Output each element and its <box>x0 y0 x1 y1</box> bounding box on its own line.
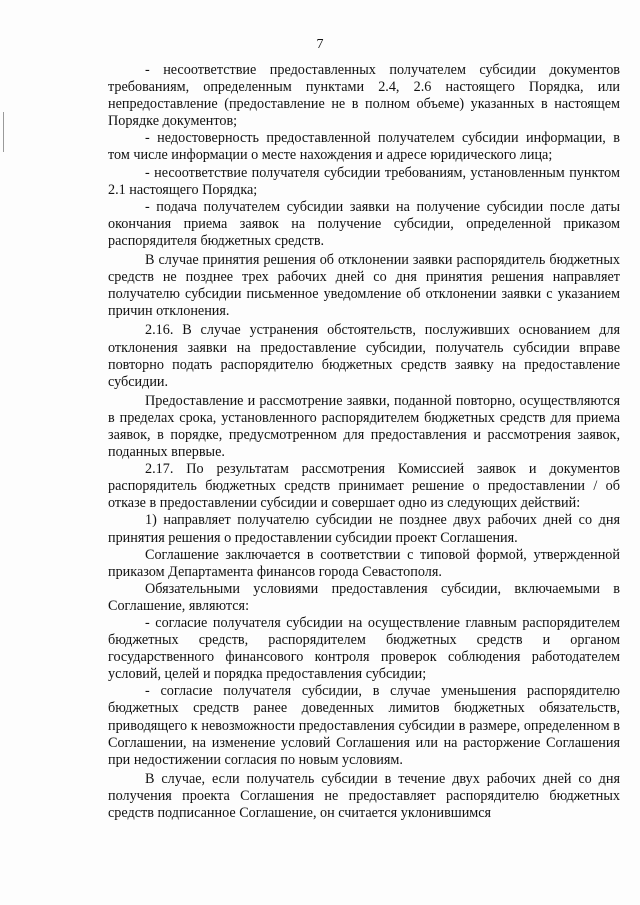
paragraph: Соглашение заключается в соответствии с типовой формой, утвержденной приказом Департамента финансов города Севастополя. <box>108 546 620 580</box>
paragraph: Обязательными условиями предоставления субсидии, включаемыми в Соглашение, являются: <box>108 580 620 614</box>
paragraph: - согласие получателя субсидии на осуществление главным распорядителем бюджетных средств, распорядителем бюджетных средств и органом государственного финансового контроля проверок соблюдения работодателем условий, целей и порядка предоставления субсидии; <box>108 615 620 683</box>
paragraph: 2.17. По результатам рассмотрения Комиссией заявок и документов распорядитель бюджетных средств принимает решение о предоставлении / об отказе в предоставлении субсидии и совершает одно из следующих действий: <box>108 461 620 512</box>
paragraph: В случае принятия решения об отклонении заявки распорядитель бюджетных средств не позднее трех рабочих дней со дня принятия решения направляет получателю субсидии письменное уведомление об отклонении заявки с указанием причин отклонения. <box>108 252 620 320</box>
paragraph: - недостоверность предоставленной получателем субсидии информации, в том числе информации о месте нахождения и адресе юридического лица; <box>108 130 620 164</box>
scan-edge-mark <box>3 112 4 152</box>
paragraph: 1) направляет получателю субсидии не позднее двух рабочих дней со дня принятия решения о предоставлении субсидии проект Соглашения. <box>108 512 620 546</box>
document-body <box>108 62 620 822</box>
paragraph: Предоставление и рассмотрение заявки, поданной повторно, осуществляются в пределах срока, установленного распорядителем бюджетных средств для приема заявок, в порядке, предусмотренном для предоставления и рассмотрения заявок, поданных впервые. <box>108 392 620 461</box>
paragraph: - согласие получателя субсидии, в случае уменьшения распорядителю бюджетных средств ранее доведенных лимитов бюджетных обязательств, приводящего к невозможности предоставления субсидии в размере, определенном в Соглашении, на изменение условий Соглашения или на расторжение Соглашения при недостижении согласия по новым условиям. <box>108 683 620 768</box>
page-number: 7 <box>316 37 324 52</box>
paragraph: - несоответствие предоставленных получателем субсидии документов требованиям, определенным пунктами 2.4, 2.6 настоящего Порядка, или непредоставление (предоставление не в полном объеме) указанных в настоящем Порядке документов; <box>108 62 620 130</box>
paragraph: 2.16. В случае устранения обстоятельств, послуживших основанием для отклонения заявки на предоставление субсидии, получатель субсидии вправе повторно подать распорядителю бюджетных средств заявку на предоставление субсидии. <box>108 322 620 390</box>
paragraph: - несоответствие получателя субсидии требованиям, установленным пунктом 2.1 настоящего Порядка; <box>108 164 620 198</box>
paragraph: - подача получателем субсидии заявки на получение субсидии после даты окончания приема заявок на получение субсидии, определенной приказом распорядителя бюджетных средств. <box>108 198 620 249</box>
paragraph: В случае, если получатель субсидии в течение двух рабочих дней со дня получения проекта Соглашения не предоставляет распорядителю бюджетных средств подписанное Соглашение, он считается уклонившимся <box>108 770 620 822</box>
